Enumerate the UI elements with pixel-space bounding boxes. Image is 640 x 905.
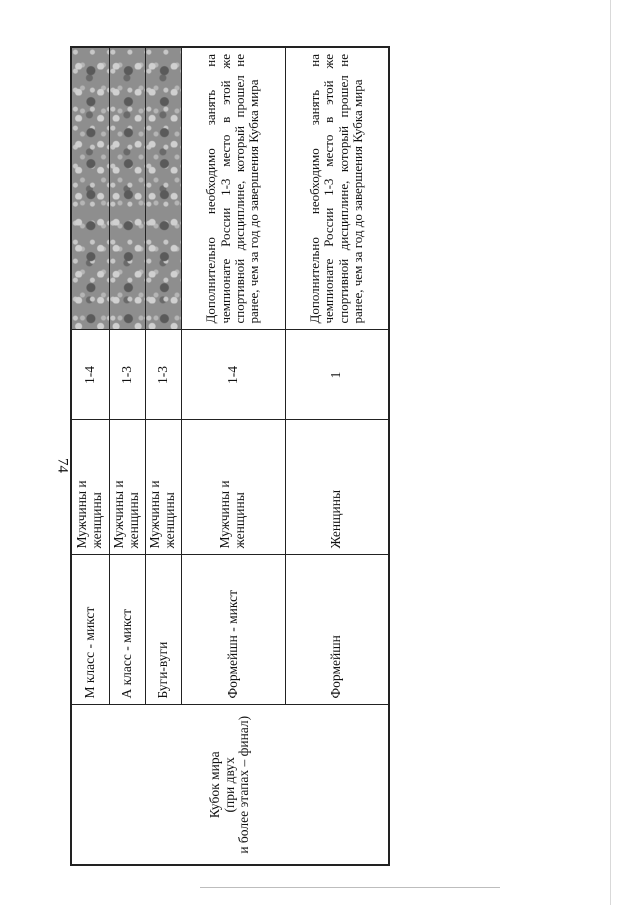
note-cell: Дополнительно необходимо занять на чемпионате России 1-3 место в этой же спортивной дисциплине, который прошел не ранее, чем за год до завершения Кубка мира (181, 47, 285, 330)
discipline-cell: Формейшн (285, 555, 389, 705)
table-row (71, 47, 109, 865)
rotated-table-inner (70, 48, 390, 866)
category-cell: Мужчины и женщины (181, 420, 285, 555)
competition-cell (71, 705, 389, 865)
category-cell: Мужчины и женщины (145, 420, 181, 555)
places-cell: 1-4 (181, 330, 285, 420)
note-cell: Дополнительно необходимо занять на чемпионате России 1-3 место в этой же спортивной дисциплине, который прошел не ранее, чем за год до завершения Кубка мира (285, 47, 389, 330)
category-cell: Мужчины и женщины (109, 420, 145, 555)
shaded-note-cell (145, 47, 181, 330)
category-cell: Женщины (285, 420, 389, 555)
shaded-note-cell (71, 47, 109, 330)
competition-name-line2: (при двух (221, 757, 237, 813)
competition-name-line3: и более этапах – финал) (236, 715, 252, 854)
page-edge (610, 0, 611, 905)
discipline-cell: А класс - микст (109, 555, 145, 705)
discipline-cell: Формейшн - микст (181, 555, 285, 705)
criteria-table (70, 46, 390, 866)
places-cell: 1-3 (145, 330, 181, 420)
discipline-cell: М класс - микст (71, 555, 109, 705)
places-cell: 1-4 (71, 330, 109, 420)
discipline-cell: Буги-вуги (145, 555, 181, 705)
shaded-note-cell (109, 47, 145, 330)
places-cell: 1-3 (109, 330, 145, 420)
page-number: 74 (54, 458, 71, 473)
scan-bottom-line (200, 887, 500, 888)
rotated-table-area (70, 48, 390, 866)
competition-name-line1: Кубок мира (206, 751, 222, 819)
category-cell: Мужчины и женщины (71, 420, 109, 555)
places-cell: 1 (285, 330, 389, 420)
